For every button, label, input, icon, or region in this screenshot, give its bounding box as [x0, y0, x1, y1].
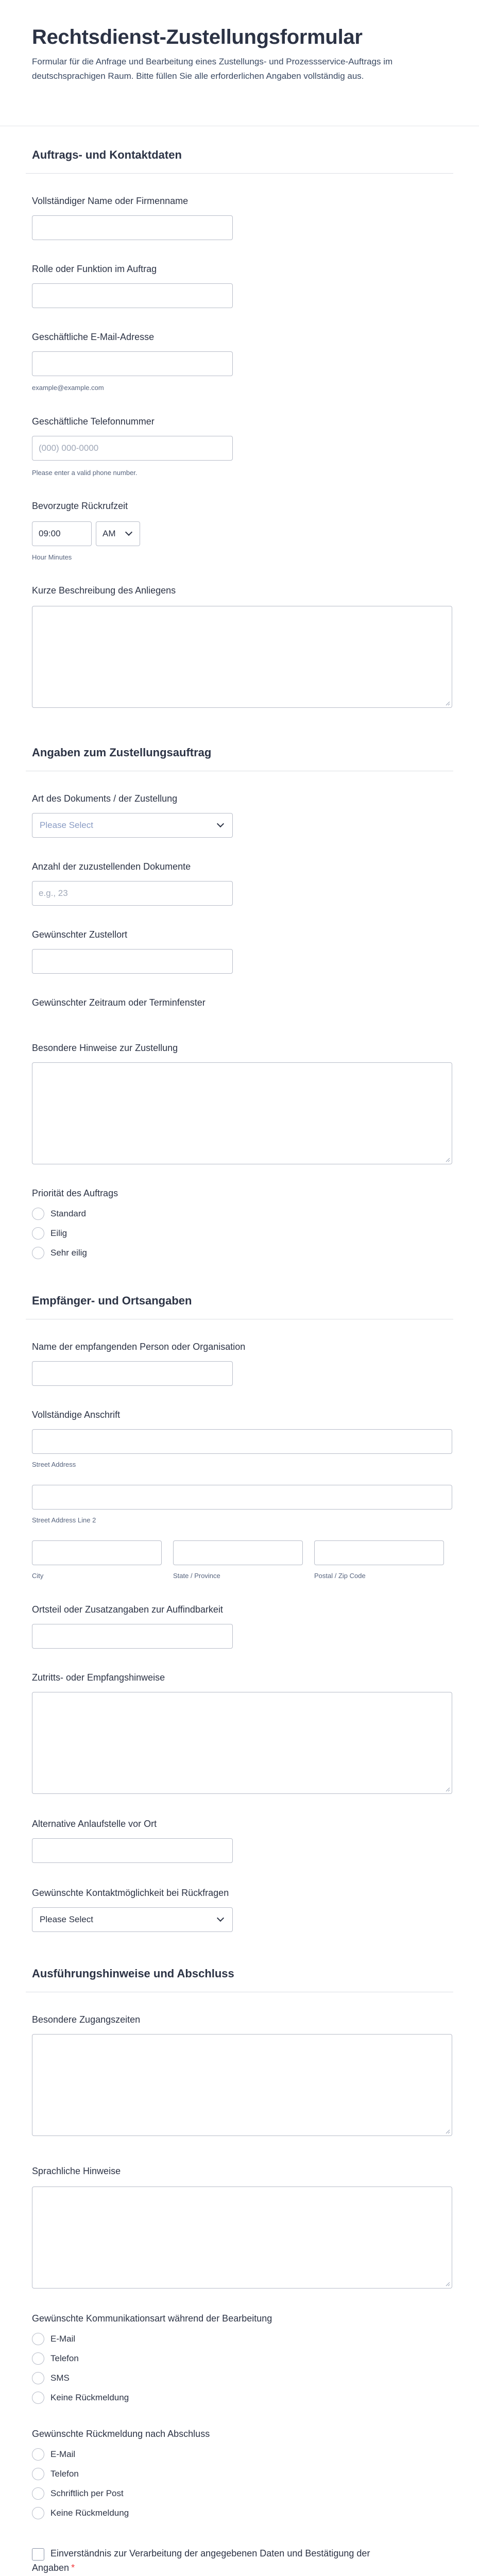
radio-option[interactable]	[32, 2448, 75, 2461]
radio-option-label: Telefon	[50, 2353, 79, 2363]
radio-option[interactable]	[32, 2352, 79, 2365]
callback-time-label: Bevorzugte Rückrufzeit	[32, 501, 128, 511]
radio-option-label: Schriftlich per Post	[50, 2488, 124, 2498]
radio-button[interactable]	[32, 1208, 44, 1220]
email-input[interactable]	[32, 351, 233, 376]
name-input[interactable]	[32, 215, 233, 240]
street2-sublabel: Street Address Line 2	[32, 1516, 96, 1524]
consent-label	[32, 2546, 403, 2575]
description-label: Kurze Beschreibung des Anliegens	[32, 585, 176, 596]
chevron-down-icon	[217, 820, 224, 827]
contact-method-label: Gewünschte Kontaktmöglichkeit bei Rückfragen	[32, 1888, 229, 1898]
radio-button[interactable]	[32, 2372, 44, 2384]
radio-option-label: E-Mail	[50, 2334, 76, 2344]
city-sublabel: City	[32, 1572, 44, 1580]
section-title-closing: Ausführungshinweise und Abschluss	[32, 1967, 234, 1980]
resize-grip-icon[interactable]	[446, 1158, 450, 1162]
contact-method-value: Please Select	[40, 1914, 93, 1924]
access-times-label: Besondere Zugangszeiten	[32, 2014, 141, 2025]
callback-time-input[interactable]	[32, 521, 92, 546]
email-sublabel: example@example.com	[32, 384, 104, 392]
radio-button[interactable]	[32, 2507, 44, 2519]
time-sublabel: Hour Minutes	[32, 553, 72, 561]
section-title-order: Angaben zum Zustellungsauftrag	[32, 746, 212, 759]
delivery-place-input[interactable]	[32, 949, 233, 974]
access-notes-textarea[interactable]	[32, 1692, 452, 1794]
form-header	[0, 0, 479, 83]
radio-button[interactable]	[32, 1247, 44, 1259]
doctype-label: Art des Dokuments / der Zustellung	[32, 793, 178, 804]
ampm-value: AM	[102, 529, 116, 538]
email-label: Geschäftliche E-Mail-Adresse	[32, 332, 155, 342]
resize-grip-icon[interactable]	[446, 2129, 450, 2134]
form-title: Rechtsdienst-Zustellungsformular	[32, 26, 363, 48]
recipient-input[interactable]	[32, 1361, 233, 1386]
alt-location-label: Alternative Anlaufstelle vor Ort	[32, 1819, 157, 1829]
radio-button[interactable]	[32, 1227, 44, 1240]
radio-option[interactable]	[32, 2468, 79, 2480]
language-notes-label: Sprachliche Hinweise	[32, 2166, 121, 2176]
radio-button[interactable]	[32, 2333, 44, 2345]
resize-grip-icon[interactable]	[446, 1787, 450, 1792]
section-title-contact: Auftrags- und Kontaktdaten	[32, 148, 182, 161]
language-notes-textarea[interactable]	[32, 2187, 452, 2289]
radio-option-label: Eilig	[50, 1228, 67, 1238]
doctype-value: Please Select	[40, 820, 93, 830]
phone-sublabel: Please enter a valid phone number.	[32, 469, 138, 477]
street2-input[interactable]	[32, 1485, 452, 1510]
radio-option[interactable]	[32, 2392, 129, 2404]
radio-button[interactable]	[32, 2487, 44, 2500]
role-input[interactable]	[32, 283, 233, 308]
state-input[interactable]	[173, 1540, 303, 1565]
ampm-select[interactable]	[96, 521, 140, 546]
radio-option[interactable]	[32, 2487, 124, 2500]
consent-text: Einverständnis zur Verarbeitung der angegebenen Daten und Bestätigung der Angaben	[32, 2548, 370, 2573]
radio-button[interactable]	[32, 2392, 44, 2404]
street-input[interactable]	[32, 1429, 452, 1454]
radio-option-label: Telefon	[50, 2469, 79, 2479]
name-label: Vollständiger Name oder Firmenname	[32, 196, 189, 206]
resize-grip-icon[interactable]	[446, 701, 450, 706]
period-label: Gewünschter Zeitraum oder Terminfenster	[32, 997, 206, 1008]
address-label: Vollständige Anschrift	[32, 1410, 121, 1420]
description-textarea[interactable]	[32, 606, 452, 708]
delivery-notes-textarea[interactable]	[32, 1062, 452, 1164]
radio-button[interactable]	[32, 2468, 44, 2480]
radio-option-label: SMS	[50, 2373, 70, 2383]
delivery-place-label: Gewünschter Zustellort	[32, 929, 128, 940]
access-times-textarea[interactable]	[32, 2034, 452, 2136]
communication-label: Gewünschte Kommunikationsart während der Bearbeitung	[32, 2313, 272, 2324]
state-sublabel: State / Province	[173, 1572, 220, 1580]
radio-option-label: Sehr eilig	[50, 1248, 87, 1258]
access-notes-label: Zutritts- oder Empfangshinweise	[32, 1672, 165, 1683]
doc-count-input[interactable]	[32, 881, 233, 906]
chevron-down-icon	[125, 529, 132, 536]
doc-count-label: Anzahl der zuzustellenden Dokumente	[32, 861, 191, 872]
delivery-notes-label: Besondere Hinweise zur Zustellung	[32, 1043, 178, 1053]
radio-button[interactable]	[32, 2448, 44, 2461]
radio-option[interactable]	[32, 2333, 75, 2345]
section-title-recipient: Empfänger- und Ortsangaben	[32, 1294, 192, 1307]
callback-time-value: 09:00	[39, 529, 61, 538]
feedback-label: Gewünschte Rückmeldung nach Abschluss	[32, 2429, 210, 2439]
radio-option-label: Keine Rückmeldung	[50, 2393, 129, 2402]
role-label: Rolle oder Funktion im Auftrag	[32, 264, 157, 274]
section-divider	[26, 173, 453, 174]
radio-option[interactable]	[32, 1208, 86, 1220]
form-subtitle: Formular für die Anfrage und Bearbeitung eines Zustellungs- und Prozessservice-Auftrags im deutschsprachigen Raum. Bitte füllen Sie alle erforderlichen Angaben vollständig aus.	[32, 57, 393, 81]
zip-sublabel: Postal / Zip Code	[314, 1572, 366, 1580]
chevron-down-icon	[217, 1914, 224, 1922]
resize-grip-icon[interactable]	[446, 2282, 450, 2286]
zip-input[interactable]	[314, 1540, 444, 1565]
street-sublabel: Street Address	[32, 1461, 76, 1468]
radio-option[interactable]	[32, 1227, 67, 1240]
radio-option[interactable]	[32, 1247, 87, 1259]
radio-option-label: Keine Rückmeldung	[50, 2508, 129, 2518]
locality-label: Ortsteil oder Zusatzangaben zur Auffindbarkeit	[32, 1604, 223, 1615]
phone-input[interactable]	[32, 436, 233, 461]
radio-option[interactable]	[32, 2372, 70, 2384]
priority-label: Priorität des Auftrags	[32, 1188, 118, 1198]
radio-option[interactable]	[32, 2507, 129, 2519]
radio-option-label: E-Mail	[50, 2449, 76, 2459]
locality-input[interactable]	[32, 1624, 233, 1649]
recipient-label: Name der empfangenden Person oder Organisation	[32, 1342, 246, 1352]
alt-location-input[interactable]	[32, 1838, 233, 1863]
radio-button[interactable]	[32, 2352, 44, 2365]
phone-label: Geschäftliche Telefonnummer	[32, 416, 155, 427]
required-marker: *	[71, 2563, 75, 2573]
radio-option-label: Standard	[50, 1209, 86, 1218]
contact-method-select[interactable]	[32, 1907, 233, 1932]
city-input[interactable]	[32, 1540, 162, 1565]
doctype-select[interactable]	[32, 813, 233, 838]
